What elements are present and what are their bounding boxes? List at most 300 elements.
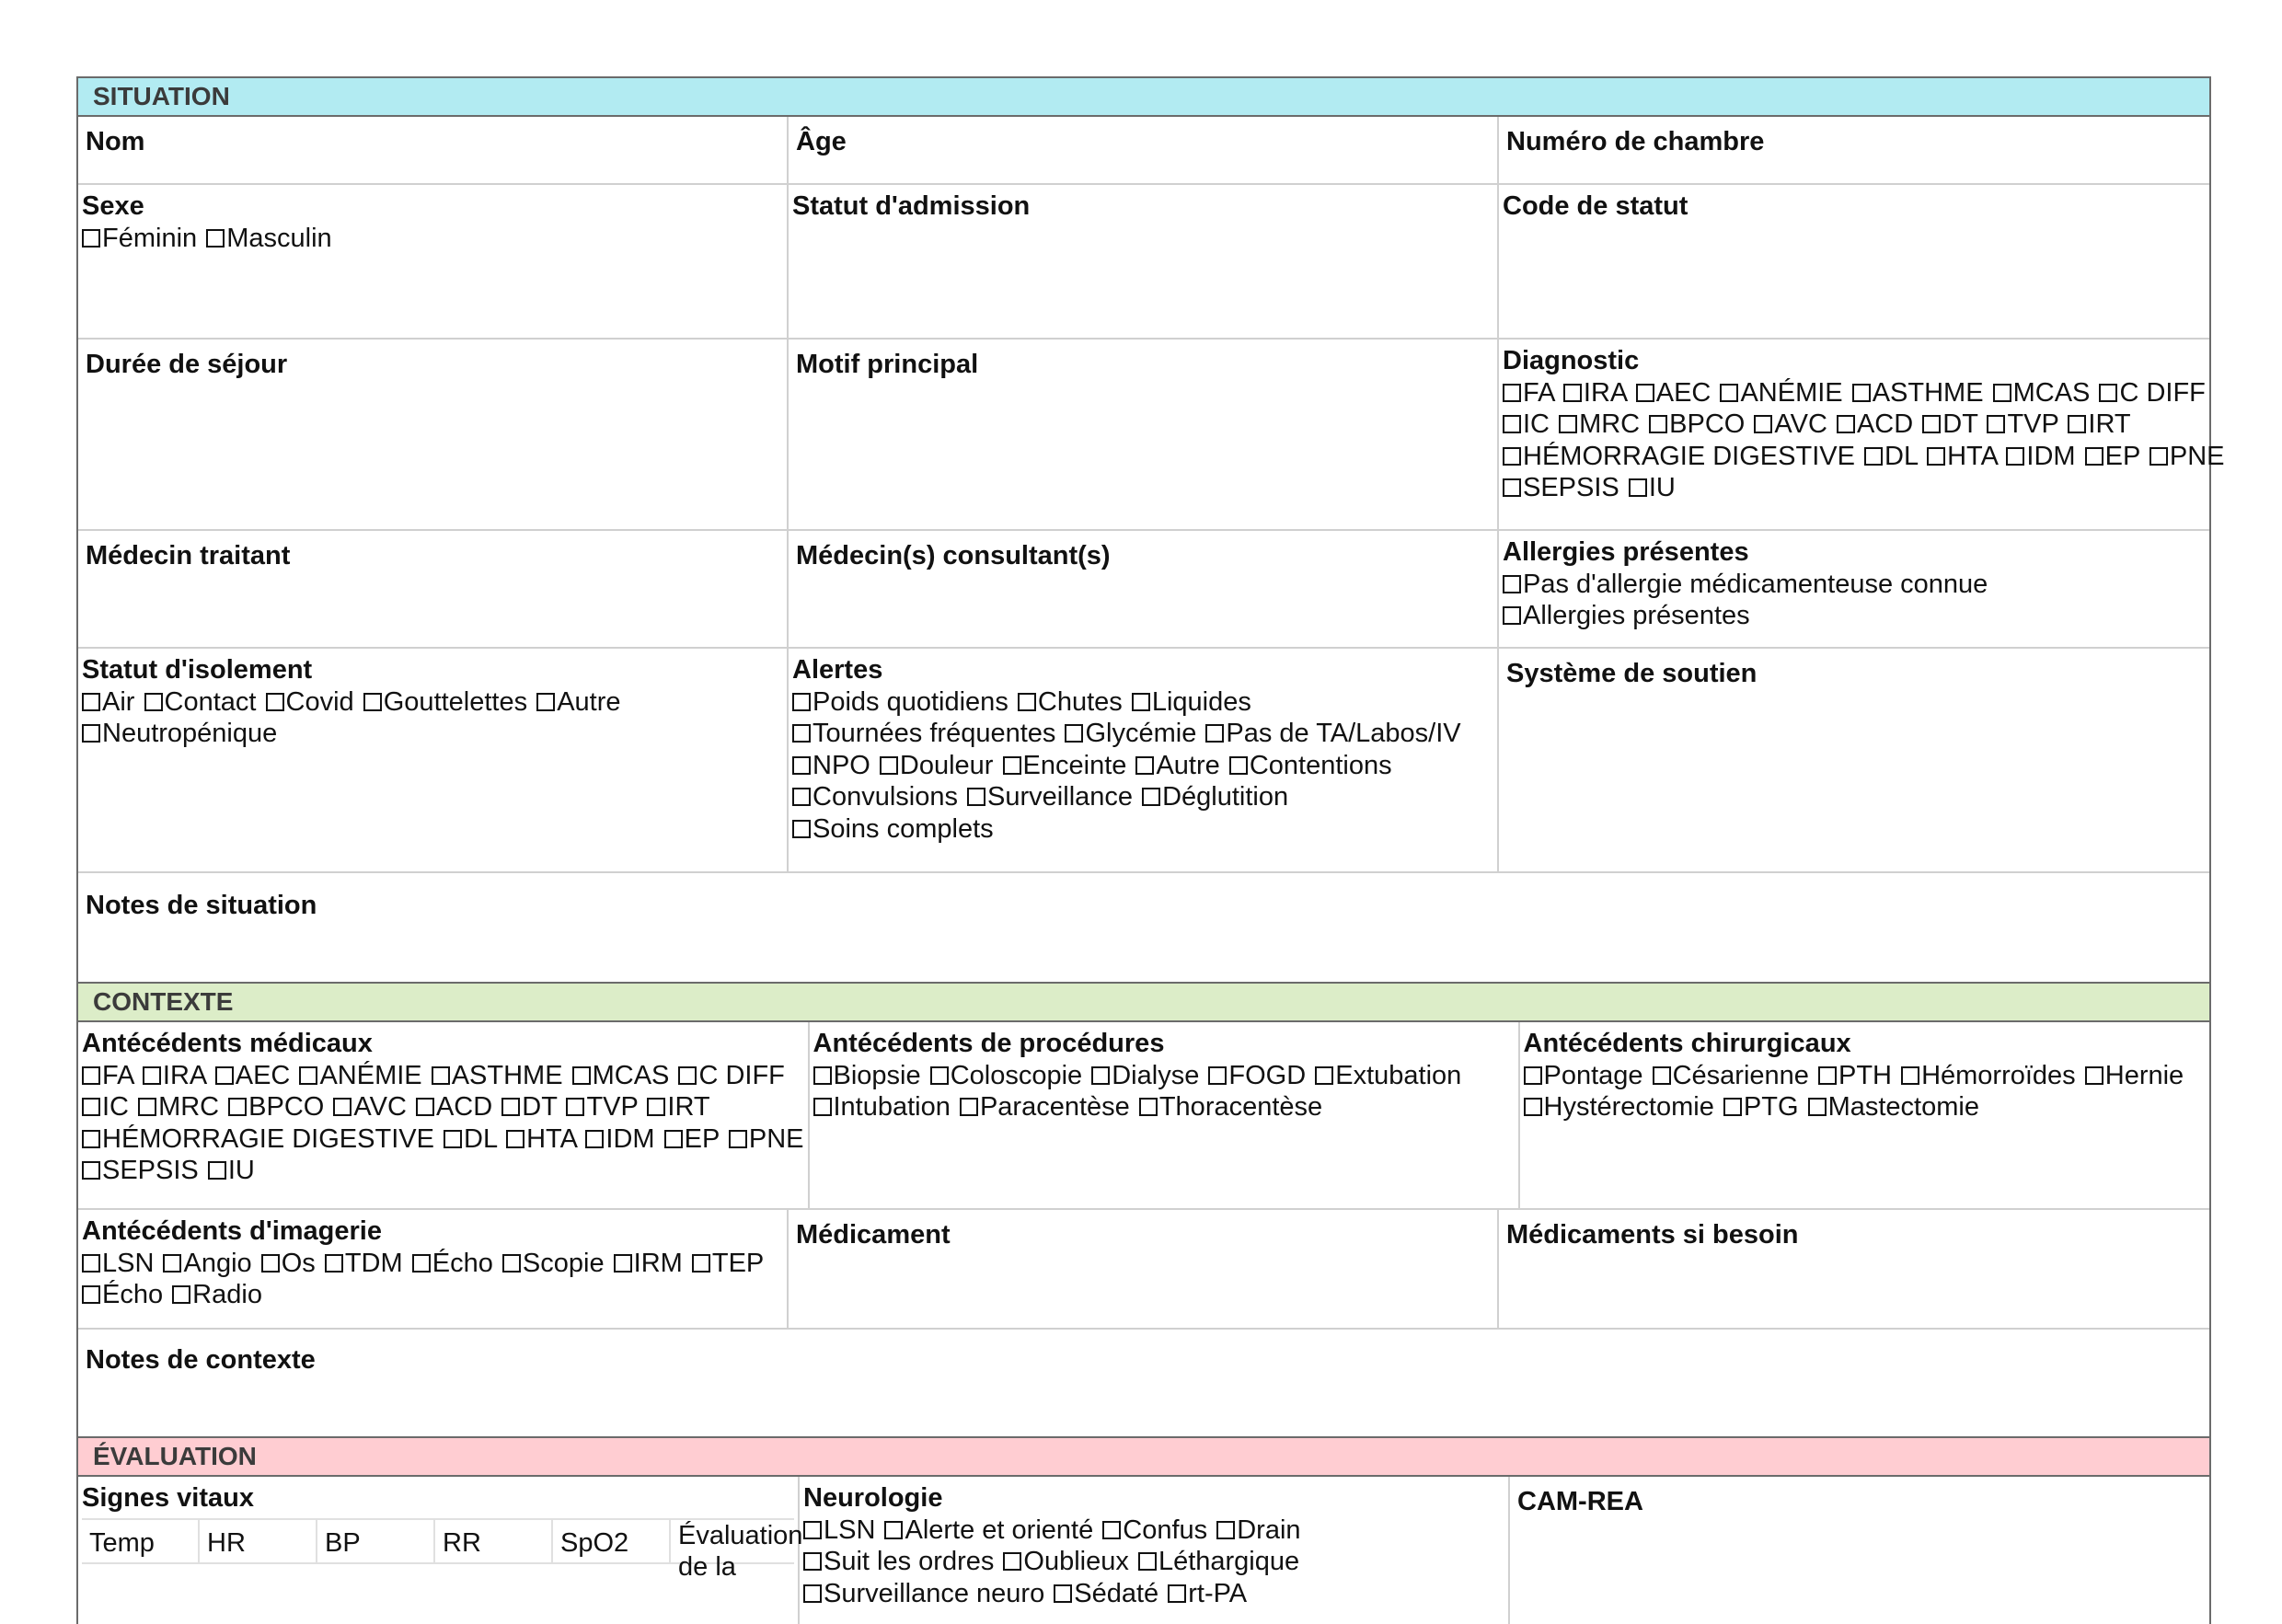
checkbox-icon[interactable] bbox=[501, 1098, 520, 1116]
row-evaluation bbox=[78, 1477, 2209, 1624]
checkbox-option[interactable] bbox=[331, 1092, 406, 1122]
checkbox-icon[interactable] bbox=[572, 1066, 591, 1085]
checkbox-icon[interactable] bbox=[1142, 788, 1160, 806]
checkbox-icon[interactable] bbox=[1168, 1584, 1186, 1603]
checkbox-option[interactable] bbox=[2004, 442, 2075, 471]
checkbox-option[interactable] bbox=[136, 1092, 219, 1122]
checkbox-option[interactable] bbox=[1134, 751, 1219, 780]
checkbox-label: PNE bbox=[2169, 441, 2225, 471]
checkbox-option[interactable] bbox=[1752, 409, 1827, 439]
checkbox-option[interactable] bbox=[792, 814, 994, 844]
checkbox-option[interactable] bbox=[82, 1280, 163, 1309]
checkbox-icon[interactable] bbox=[1216, 1521, 1235, 1539]
checkbox-icon[interactable] bbox=[502, 1254, 521, 1273]
checkbox-option[interactable] bbox=[1136, 1547, 1299, 1576]
label-medicaments-si-besoin: Médicaments si besoin bbox=[1506, 1220, 1799, 1250]
checkbox-icon[interactable] bbox=[2085, 1066, 2103, 1085]
checkbox-icon[interactable] bbox=[1987, 415, 2005, 433]
checkbox-label: C DIFF bbox=[2119, 377, 2206, 408]
checkbox-label: Mastectomie bbox=[1827, 1092, 1979, 1122]
checkbox-icon[interactable] bbox=[1503, 478, 1521, 497]
checkbox-icon[interactable] bbox=[614, 1254, 632, 1273]
checkbox-option[interactable] bbox=[690, 1249, 764, 1278]
field-medecin-traitant[interactable] bbox=[78, 531, 789, 647]
checkbox-option[interactable] bbox=[965, 782, 1133, 812]
checkbox-option[interactable] bbox=[2083, 1061, 2184, 1090]
checkbox-option[interactable] bbox=[1920, 409, 1977, 439]
checkbox-label: TDM bbox=[344, 1248, 403, 1278]
checkbox-icon[interactable] bbox=[792, 693, 811, 711]
checkbox-option[interactable] bbox=[1206, 1061, 1306, 1090]
vital-evaluation[interactable]: Évaluation de la bbox=[678, 1520, 803, 1582]
checkbox-option[interactable] bbox=[645, 1092, 709, 1122]
checkbox-option[interactable] bbox=[414, 1092, 492, 1122]
checkbox-option[interactable] bbox=[535, 687, 620, 717]
checkbox-icon[interactable] bbox=[325, 1254, 343, 1273]
label-medecins-consultants: Médecin(s) consultant(s) bbox=[796, 541, 1111, 570]
checkbox-label: SEPSIS bbox=[102, 1156, 199, 1185]
checkbox-icon[interactable] bbox=[930, 1066, 949, 1085]
vital-temp[interactable]: Temp bbox=[82, 1520, 200, 1562]
checkbox-label: TVP bbox=[2007, 409, 2059, 439]
checkbox-label: C DIFF bbox=[698, 1060, 785, 1090]
checkbox-option[interactable] bbox=[206, 1156, 255, 1185]
checkbox-option[interactable] bbox=[1524, 1061, 1643, 1090]
checkbox-option[interactable] bbox=[259, 1249, 316, 1278]
checkbox-option[interactable] bbox=[1503, 442, 1855, 471]
checkbox-label: Neutropénique bbox=[102, 719, 278, 748]
checkbox-option[interactable] bbox=[676, 1061, 784, 1090]
checkbox-icon[interactable] bbox=[729, 1130, 747, 1148]
checkbox-option[interactable] bbox=[1503, 601, 1750, 630]
checkbox-option[interactable] bbox=[82, 1156, 199, 1185]
checkbox-icon[interactable] bbox=[1927, 447, 1945, 466]
checkbox-icon[interactable] bbox=[803, 1521, 822, 1539]
checkbox-icon[interactable] bbox=[1524, 1098, 1542, 1116]
checkbox-icon[interactable] bbox=[792, 820, 811, 838]
field-notes-situation[interactable] bbox=[78, 873, 2209, 982]
checkbox-option[interactable] bbox=[1016, 687, 1123, 717]
checkbox-option[interactable] bbox=[1627, 473, 1676, 502]
checkbox-option[interactable] bbox=[1862, 442, 1918, 471]
checkbox-icon[interactable] bbox=[678, 1066, 697, 1085]
checkbox-icon[interactable] bbox=[1808, 1098, 1827, 1116]
allergies-checkboxes bbox=[1503, 569, 2206, 632]
checkbox-line bbox=[1503, 441, 2225, 473]
checkbox-option[interactable] bbox=[170, 1280, 262, 1309]
checkbox-label: IU bbox=[227, 1156, 255, 1185]
field-motif-principal[interactable] bbox=[789, 340, 1499, 529]
label-antecedents-medicaux: Antécédents médicaux bbox=[82, 1029, 373, 1058]
checkbox-icon[interactable] bbox=[1503, 384, 1521, 402]
checkbox-label: Pontage bbox=[1543, 1060, 1643, 1090]
field-medicaments-si-besoin[interactable] bbox=[1499, 1210, 2209, 1328]
checkbox-option[interactable] bbox=[564, 1092, 638, 1122]
checkbox-icon[interactable] bbox=[1065, 724, 1083, 743]
checkbox-icon[interactable] bbox=[1852, 384, 1871, 402]
checkbox-icon[interactable] bbox=[664, 1130, 683, 1148]
checkbox-icon[interactable] bbox=[506, 1130, 524, 1148]
checkbox-option[interactable] bbox=[1722, 1092, 1799, 1122]
checkbox-icon[interactable] bbox=[299, 1066, 317, 1085]
field-neurologie bbox=[800, 1477, 1510, 1624]
checkbox-option[interactable] bbox=[430, 1061, 563, 1090]
checkbox-option[interactable] bbox=[1835, 409, 1913, 439]
checkbox-option[interactable] bbox=[1562, 378, 1627, 408]
checkbox-option[interactable] bbox=[1816, 1061, 1892, 1090]
neurologie-checkboxes bbox=[803, 1515, 1504, 1610]
checkbox-option[interactable] bbox=[82, 1124, 434, 1154]
checkbox-option[interactable] bbox=[82, 719, 277, 748]
checkbox-line bbox=[813, 1091, 1515, 1123]
checkbox-icon[interactable] bbox=[1563, 384, 1582, 402]
field-statut-admission[interactable] bbox=[789, 185, 1499, 338]
checkbox-icon[interactable] bbox=[585, 1130, 604, 1148]
checkbox-icon[interactable] bbox=[266, 693, 284, 711]
vital-bp[interactable]: BP bbox=[317, 1520, 435, 1562]
checkbox-option[interactable] bbox=[2083, 442, 2140, 471]
checkbox-option[interactable] bbox=[1503, 570, 1988, 599]
checkbox-label: MCAS bbox=[592, 1060, 670, 1090]
checkbox-label: TVP bbox=[586, 1092, 639, 1122]
checkbox-option[interactable] bbox=[570, 1061, 670, 1090]
checkbox-option[interactable] bbox=[1166, 1579, 1247, 1608]
checkbox-icon[interactable] bbox=[792, 788, 811, 806]
checkbox-icon[interactable] bbox=[792, 756, 811, 775]
checkbox-icon[interactable] bbox=[163, 1254, 181, 1273]
checkbox-option[interactable] bbox=[878, 751, 994, 780]
field-medicament[interactable] bbox=[789, 1210, 1499, 1328]
checkbox-icon[interactable] bbox=[1315, 1066, 1333, 1085]
checkbox-option[interactable] bbox=[1227, 751, 1392, 780]
checkbox-icon[interactable] bbox=[82, 229, 100, 248]
checkbox-icon[interactable] bbox=[444, 1130, 462, 1148]
checkbox-icon[interactable] bbox=[1864, 447, 1883, 466]
checkbox-label: IDM bbox=[2026, 441, 2076, 471]
field-antecedents-imagerie bbox=[78, 1210, 789, 1328]
checkbox-label: SEPSIS bbox=[1523, 473, 1619, 502]
checkbox-icon[interactable] bbox=[82, 693, 100, 711]
checkbox-option[interactable] bbox=[1215, 1515, 1300, 1545]
checkbox-option[interactable] bbox=[1503, 409, 1550, 439]
checkbox-icon[interactable] bbox=[1503, 606, 1521, 625]
checkbox-label: IRA bbox=[1583, 377, 1627, 408]
checkbox-option[interactable] bbox=[1089, 1061, 1199, 1090]
label-notes-contexte: Notes de contexte bbox=[86, 1345, 316, 1375]
checkbox-icon[interactable] bbox=[1503, 575, 1521, 593]
checkbox-icon[interactable] bbox=[1636, 384, 1654, 402]
label-signes-vitaux: Signes vitaux bbox=[82, 1483, 254, 1513]
checkbox-option[interactable] bbox=[1503, 378, 1554, 408]
checkbox-label: HÉMORRAGIE DIGESTIVE bbox=[102, 1123, 434, 1154]
checkbox-option[interactable] bbox=[882, 1515, 1093, 1545]
checkbox-option[interactable] bbox=[141, 1061, 206, 1090]
checkbox-icon[interactable] bbox=[536, 693, 555, 711]
checkbox-icon[interactable] bbox=[412, 1254, 431, 1273]
checkbox-option[interactable] bbox=[958, 1092, 1130, 1122]
field-nom[interactable] bbox=[78, 117, 789, 183]
checkbox-line bbox=[82, 1279, 783, 1311]
checkbox-option[interactable] bbox=[2097, 378, 2205, 408]
label-medicament: Médicament bbox=[796, 1220, 951, 1250]
checkbox-label: Intubation bbox=[833, 1092, 951, 1122]
checkbox-option[interactable] bbox=[1503, 473, 1619, 502]
checkbox-option[interactable] bbox=[2148, 442, 2225, 471]
checkbox-option[interactable] bbox=[813, 1061, 921, 1090]
checkbox-icon[interactable] bbox=[1208, 1066, 1227, 1085]
checkbox-label: IC bbox=[1523, 409, 1550, 439]
checkbox-icon[interactable] bbox=[1138, 1552, 1157, 1571]
checkbox-icon[interactable] bbox=[82, 1066, 100, 1085]
field-allergies bbox=[1499, 531, 2209, 647]
isolement-checkboxes bbox=[82, 686, 783, 750]
checkbox-option[interactable] bbox=[1850, 378, 1984, 408]
label-diagnostic: Diagnostic bbox=[1503, 346, 1640, 375]
checkbox-icon[interactable] bbox=[1649, 415, 1667, 433]
checkbox-icon[interactable] bbox=[2006, 447, 2024, 466]
checkbox-label: Covid bbox=[285, 686, 354, 717]
checkbox-option[interactable] bbox=[362, 687, 527, 717]
checkbox-icon[interactable] bbox=[566, 1098, 584, 1116]
checkbox-icon[interactable] bbox=[1102, 1521, 1121, 1539]
checkbox-label: PTG bbox=[1743, 1092, 1799, 1122]
checkbox-icon[interactable] bbox=[884, 1521, 903, 1539]
evaluation-header: ÉVALUATION bbox=[78, 1436, 2209, 1477]
label-antecedents-procedures: Antécédents de procédures bbox=[813, 1029, 1165, 1058]
checkbox-option[interactable] bbox=[792, 719, 1055, 748]
checkbox-option[interactable] bbox=[264, 687, 354, 717]
checkbox-icon[interactable] bbox=[82, 1254, 100, 1273]
checkbox-icon[interactable] bbox=[792, 724, 811, 743]
checkbox-label: IRT bbox=[2088, 409, 2131, 439]
checkbox-icon[interactable] bbox=[647, 1098, 665, 1116]
checkbox-option[interactable] bbox=[2066, 409, 2130, 439]
checkbox-icon[interactable] bbox=[1993, 384, 2011, 402]
checkbox-icon[interactable] bbox=[1901, 1066, 1919, 1085]
field-signes-vitaux bbox=[78, 1477, 803, 1624]
checkbox-icon[interactable] bbox=[82, 724, 100, 743]
checkbox-icon[interactable] bbox=[2099, 384, 2117, 402]
checkbox-icon[interactable] bbox=[206, 229, 225, 248]
checkbox-icon[interactable] bbox=[1818, 1066, 1837, 1085]
checkbox-icon[interactable] bbox=[2085, 447, 2103, 466]
checkbox-option[interactable] bbox=[504, 1124, 576, 1154]
checkbox-option[interactable] bbox=[727, 1124, 804, 1154]
checkbox-option[interactable] bbox=[204, 224, 331, 253]
checkbox-option[interactable] bbox=[612, 1249, 683, 1278]
checkbox-label: Douleur bbox=[899, 750, 994, 780]
checkbox-icon[interactable] bbox=[1837, 415, 1855, 433]
checkbox-icon[interactable] bbox=[208, 1161, 226, 1180]
field-cam-rea[interactable] bbox=[1510, 1477, 2209, 1624]
checkbox-option[interactable] bbox=[1899, 1061, 2076, 1090]
checkbox-option[interactable] bbox=[1634, 378, 1712, 408]
checkbox-icon[interactable] bbox=[1723, 1098, 1742, 1116]
checkbox-label: Autre bbox=[557, 686, 621, 717]
checkbox-icon[interactable] bbox=[82, 1130, 100, 1148]
checkbox-option[interactable] bbox=[1130, 687, 1251, 717]
checkbox-icon[interactable] bbox=[1139, 1098, 1158, 1116]
checkbox-option[interactable] bbox=[1985, 409, 2058, 439]
checkbox-option[interactable] bbox=[1140, 782, 1288, 812]
checkbox-option[interactable] bbox=[1001, 751, 1127, 780]
vital-hr[interactable]: HR bbox=[200, 1520, 317, 1562]
field-medecins-consultants[interactable] bbox=[789, 531, 1499, 647]
checkbox-icon[interactable] bbox=[261, 1254, 280, 1273]
checkbox-label: MRC bbox=[158, 1092, 220, 1122]
checkbox-icon[interactable] bbox=[1922, 415, 1941, 433]
checkbox-option[interactable] bbox=[1806, 1092, 1979, 1122]
checkbox-icon[interactable] bbox=[1018, 693, 1036, 711]
label-isolement: Statut d'isolement bbox=[82, 655, 313, 685]
checkbox-option[interactable] bbox=[213, 1061, 291, 1090]
vital-rr[interactable]: RR bbox=[435, 1520, 553, 1562]
checkbox-option[interactable] bbox=[1718, 378, 1842, 408]
field-notes-contexte[interactable] bbox=[78, 1330, 2209, 1436]
checkbox-option[interactable] bbox=[297, 1061, 421, 1090]
checkbox-icon[interactable] bbox=[1524, 1066, 1542, 1085]
checkbox-icon[interactable] bbox=[1135, 756, 1154, 775]
checkbox-icon[interactable] bbox=[432, 1066, 450, 1085]
checkbox-icon[interactable] bbox=[1132, 693, 1150, 711]
checkbox-option[interactable] bbox=[501, 1249, 605, 1278]
checkbox-option[interactable] bbox=[1052, 1579, 1158, 1608]
checkbox-option[interactable] bbox=[1063, 719, 1196, 748]
checkbox-option[interactable] bbox=[1557, 409, 1640, 439]
vitals-table bbox=[82, 1518, 803, 1582]
checkbox-label: HÉMORRAGIE DIGESTIVE bbox=[1523, 441, 1855, 471]
checkbox-label: Déglutition bbox=[1162, 782, 1289, 812]
field-age[interactable] bbox=[789, 117, 1499, 183]
checkbox-icon[interactable] bbox=[144, 693, 163, 711]
checkbox-option[interactable] bbox=[813, 1092, 951, 1122]
checkbox-icon[interactable] bbox=[960, 1098, 978, 1116]
checkbox-icon[interactable] bbox=[813, 1098, 832, 1116]
field-duree-sejour[interactable] bbox=[78, 340, 789, 529]
checkbox-label: Allergies présentes bbox=[1523, 601, 1750, 630]
imagerie-checkboxes bbox=[82, 1248, 783, 1311]
checkbox-option[interactable] bbox=[1001, 1547, 1128, 1576]
checkbox-icon[interactable] bbox=[1205, 724, 1224, 743]
checkbox-icon[interactable] bbox=[333, 1098, 352, 1116]
checkbox-option[interactable] bbox=[1991, 378, 2091, 408]
checkbox-icon[interactable] bbox=[1653, 1066, 1671, 1085]
checkbox-option[interactable] bbox=[1137, 1092, 1322, 1122]
checkbox-label: DL bbox=[1884, 441, 1919, 471]
checkbox-icon[interactable] bbox=[1720, 384, 1738, 402]
checkbox-icon[interactable] bbox=[813, 1066, 832, 1085]
checkbox-icon[interactable] bbox=[1003, 756, 1021, 775]
checkbox-icon[interactable] bbox=[138, 1098, 156, 1116]
checkbox-icon[interactable] bbox=[967, 788, 985, 806]
checkbox-label: MRC bbox=[1579, 409, 1641, 439]
checkbox-icon[interactable] bbox=[880, 756, 898, 775]
checkbox-option[interactable] bbox=[663, 1124, 720, 1154]
row-antecedents bbox=[78, 1022, 2209, 1210]
checkbox-option[interactable] bbox=[323, 1249, 403, 1278]
checkbox-option[interactable] bbox=[82, 1092, 129, 1122]
checkbox-label: Contact bbox=[164, 686, 257, 717]
checkbox-label: ASTHME bbox=[1872, 377, 1984, 408]
checkbox-option[interactable] bbox=[1101, 1515, 1207, 1545]
checkbox-option[interactable] bbox=[1651, 1061, 1809, 1090]
checkbox-option[interactable] bbox=[583, 1124, 654, 1154]
checkbox-option[interactable] bbox=[82, 224, 197, 253]
checkbox-label: Oublieux bbox=[1023, 1547, 1129, 1576]
checkbox-option[interactable] bbox=[792, 782, 958, 812]
checkbox-label: Radio bbox=[192, 1280, 262, 1309]
checkbox-option[interactable] bbox=[143, 687, 257, 717]
checkbox-icon[interactable] bbox=[1559, 415, 1577, 433]
checkbox-icon[interactable] bbox=[1003, 1552, 1021, 1571]
checkbox-icon[interactable] bbox=[1229, 756, 1248, 775]
checkbox-option[interactable] bbox=[500, 1092, 557, 1122]
checkbox-icon[interactable] bbox=[803, 1552, 822, 1571]
checkbox-icon[interactable] bbox=[1503, 447, 1521, 466]
checkbox-icon[interactable] bbox=[2068, 415, 2086, 433]
checkbox-label: Dialyse bbox=[1112, 1060, 1200, 1090]
checkbox-option[interactable] bbox=[1647, 409, 1745, 439]
checkbox-option[interactable] bbox=[928, 1061, 1082, 1090]
checkbox-icon[interactable] bbox=[143, 1066, 161, 1085]
checkbox-label: LSN bbox=[824, 1515, 876, 1545]
checkbox-icon[interactable] bbox=[1503, 415, 1521, 433]
checkbox-option[interactable] bbox=[410, 1249, 493, 1278]
checkbox-icon[interactable] bbox=[82, 1098, 100, 1116]
field-systeme-soutien[interactable] bbox=[1499, 649, 2209, 871]
checkbox-option[interactable] bbox=[226, 1092, 324, 1122]
checkbox-icon[interactable] bbox=[363, 693, 382, 711]
checkbox-option[interactable] bbox=[1524, 1092, 1714, 1122]
checkbox-option[interactable] bbox=[82, 687, 134, 717]
checkbox-option[interactable] bbox=[792, 751, 870, 780]
checkbox-icon[interactable] bbox=[1754, 415, 1772, 433]
checkbox-label: Tournées fréquentes bbox=[813, 719, 1056, 748]
checkbox-icon[interactable] bbox=[82, 1161, 100, 1180]
checkbox-line bbox=[803, 1515, 1504, 1547]
checkbox-icon[interactable] bbox=[172, 1285, 190, 1304]
checkbox-icon[interactable] bbox=[82, 1285, 100, 1304]
checkbox-option[interactable] bbox=[1925, 442, 1997, 471]
field-numero-chambre[interactable] bbox=[1499, 117, 2209, 183]
vital-spo2[interactable]: SpO2 bbox=[553, 1520, 671, 1562]
checkbox-line bbox=[82, 1123, 804, 1156]
checkbox-option[interactable] bbox=[803, 1579, 1044, 1608]
checkbox-option[interactable] bbox=[442, 1124, 497, 1154]
checkbox-option[interactable] bbox=[792, 687, 1008, 717]
checkbox-icon[interactable] bbox=[1629, 478, 1647, 497]
checkbox-icon[interactable] bbox=[228, 1098, 247, 1116]
checkbox-option[interactable] bbox=[1204, 719, 1460, 748]
checkbox-icon[interactable] bbox=[215, 1066, 234, 1085]
checkbox-label: FA bbox=[102, 1060, 133, 1090]
field-code-statut[interactable] bbox=[1499, 185, 2209, 338]
checkbox-option[interactable] bbox=[803, 1547, 994, 1576]
checkbox-label: Gouttelettes bbox=[383, 686, 528, 717]
checkbox-option[interactable] bbox=[803, 1515, 875, 1545]
checkbox-option[interactable] bbox=[82, 1249, 154, 1278]
checkbox-icon[interactable] bbox=[803, 1584, 822, 1603]
checkbox-icon[interactable] bbox=[1091, 1066, 1110, 1085]
checkbox-icon[interactable] bbox=[692, 1254, 710, 1273]
checkbox-option[interactable] bbox=[161, 1249, 251, 1278]
checkbox-option[interactable] bbox=[1313, 1061, 1461, 1090]
checkbox-option[interactable] bbox=[82, 1061, 133, 1090]
checkbox-icon[interactable] bbox=[416, 1098, 434, 1116]
checkbox-icon[interactable] bbox=[2149, 447, 2168, 466]
checkbox-icon[interactable] bbox=[1054, 1584, 1072, 1603]
checkbox-label: ACD bbox=[1856, 409, 1914, 439]
